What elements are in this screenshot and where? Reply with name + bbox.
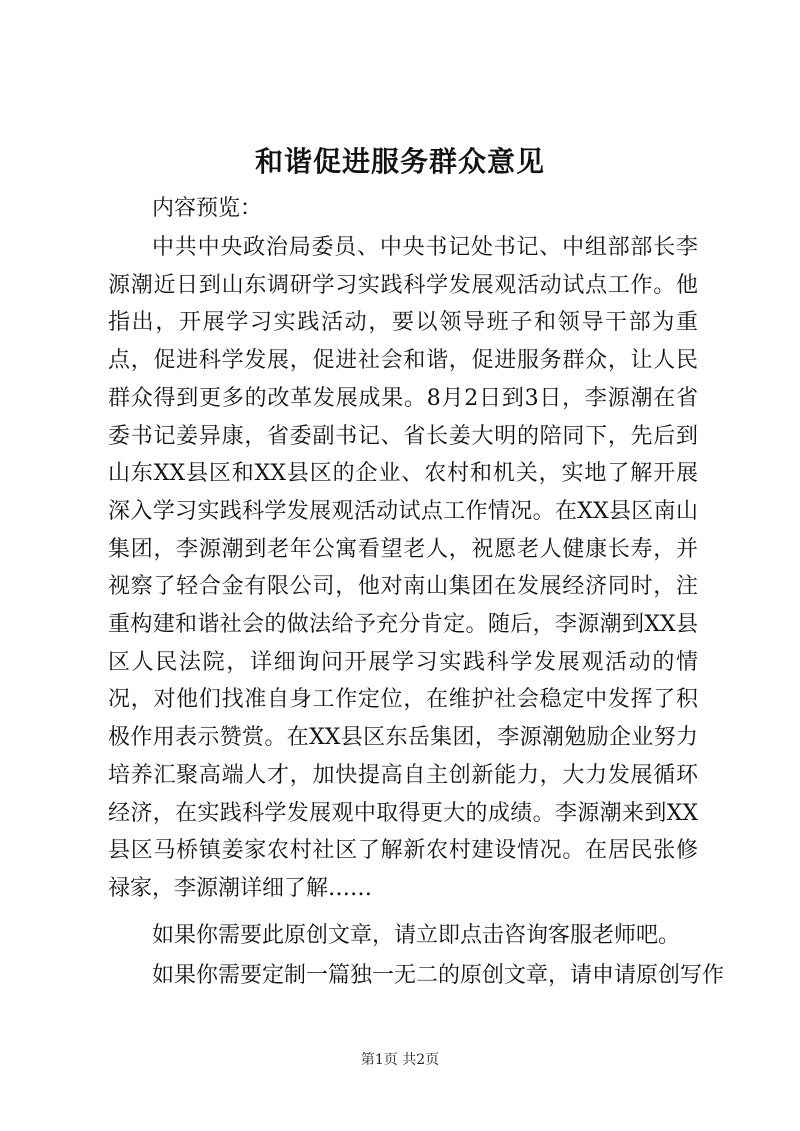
preview-label: 内容预览： bbox=[152, 196, 263, 221]
document-title: 和谐促进服务群众意见 bbox=[254, 145, 545, 178]
main-paragraph: 中共中央政治局委员、中央书记处书记、中组部部长李源潮近日到山东调研学习实践科学发展观活动试点工作。他指出，开展学习实践活动，要以领导班子和领导干部为重点，促进科学发展，促进社会和谐，促进服务群众，让人民群众得到更多的改革发展成果。8月2日到3日，李源潮在省委书记姜异康，省委副书记、省长姜大明的陪同下，先后到山东XX县区和XX县区的企业、农村和机关，实地了解开展深入学习实践科学发展观活动试点工作情况。在XX县区南山集团，李源潮到老年公寓看望老人，祝愿老人健康长寿，并视察了轻合金有限公司，他对南山集团在发展经济同时，注重构建和谐社会的做法给予充分肯定。随后，李源潮到XX县区人民法院，详细询问开展学习实践科学发展观活动的情况，对他们找准自身工作定位，在维护社会稳定中发挥了积极作用表示赞赏。在XX县区东岳集团，李源潮勉励企业努力培养汇聚高端人才，加快提高自主创新能力，大力发展循环经济，在实践科学发展观中取得更大的成绩。李源潮来到XX县区马桥镇姜家农村社区了解新农村建设情况。在居民张修禄家，李源潮详细了解…… bbox=[108, 235, 698, 901]
page-footer: 第1页 共2页 bbox=[360, 1052, 440, 1068]
custom-writing-note: 如果你需要定制一篇独一无二的原创文章，请申请原创写作 bbox=[152, 963, 725, 988]
contact-note: 如果你需要此原创文章，请立即点击咨询客服老师吧。 bbox=[152, 923, 681, 948]
